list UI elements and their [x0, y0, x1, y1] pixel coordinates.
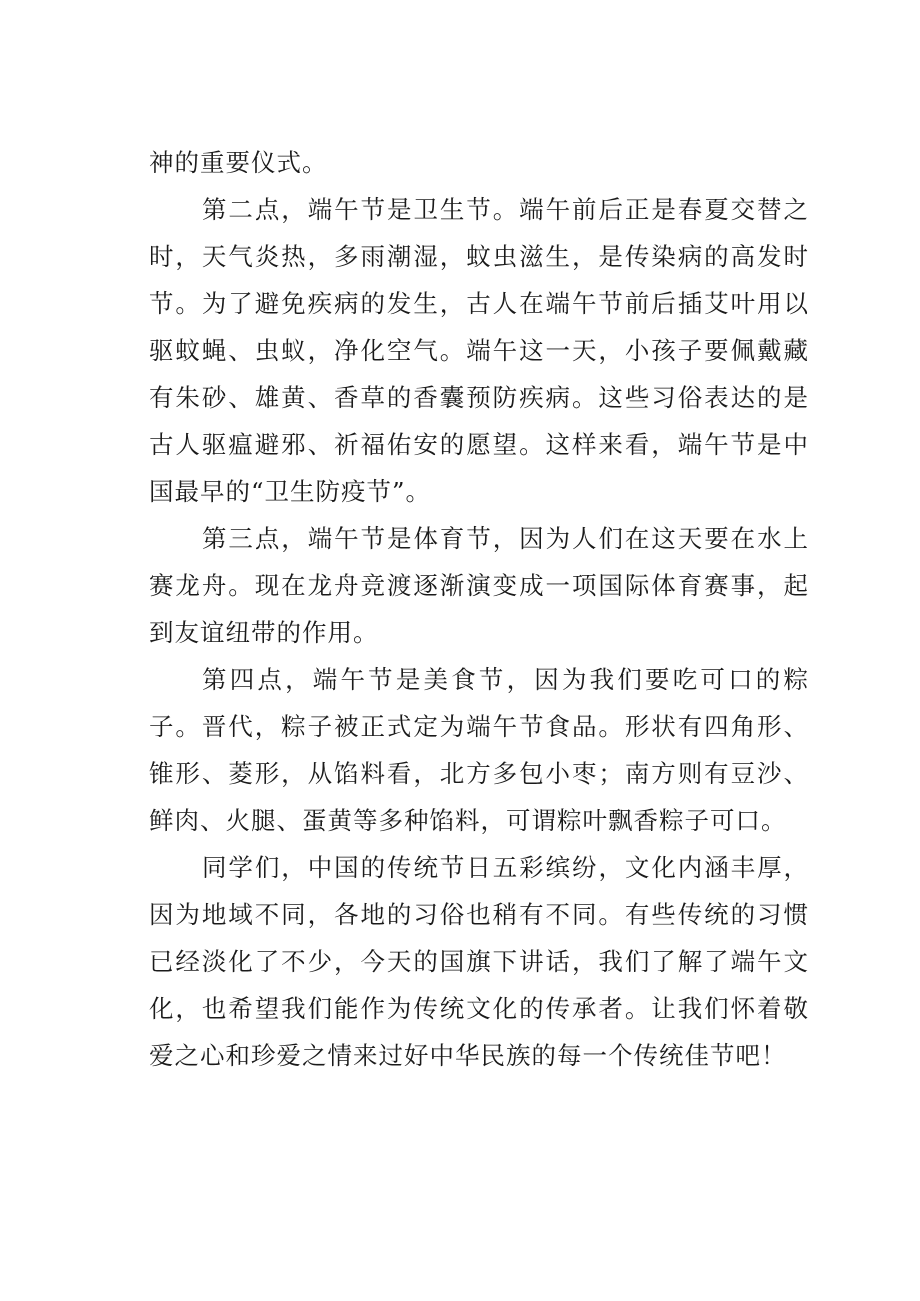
- paragraph-continuation: 神的重要仪式。: [149, 148, 328, 177]
- paragraph-closing: 同学们，中国的传统节日五彩缤纷，文化内涵丰厚，因为地域不同，各地的习俗也稍有不同。有些传统的习惯已经淡化了不少，今天的国旗下讲话，我们了解了端午文化，也希望我们能作为传统文化的传承者。让我们怀着敬爱之心和珍爱之情来过好中华民族的每一个传统佳节吧！: [149, 853, 809, 1070]
- paragraph-food-festival: 第四点，端午节是美食节，因为我们要吃可口的粽子。晋代，粽子被正式定为端午节食品。形状有四角形、锥形、菱形，从馅料看，北方多包小枣；南方则有豆沙、鲜肉、火腿、蛋黄等多种馅料，可谓粽叶飘香粽子可口。: [149, 665, 809, 835]
- paragraph-sports-festival: 第三点，端午节是体育节，因为人们在这天要在水上赛龙舟。现在龙舟竞渡逐渐演变成一项国际体育赛事，起到友谊纽带的作用。: [149, 524, 809, 647]
- paragraph-hygiene-festival: 第二点，端午节是卫生节。端午前后正是春夏交替之时，天气炎热，多雨潮湿，蚊虫滋生，是传染病的高发时节。为了避免疾病的发生，古人在端午节前后插艾叶用以驱蚊蝇、虫蚁，净化空气。端午这一天，小孩子要佩戴藏有朱砂、雄黄、香草的香囊预防疾病。这些习俗表达的是古人驱瘟避邪、祈福佑安的愿望。这样来看，端午节是中国最早的“卫生防疫节”。: [149, 195, 809, 506]
- document-body: [149, 139, 809, 1079]
